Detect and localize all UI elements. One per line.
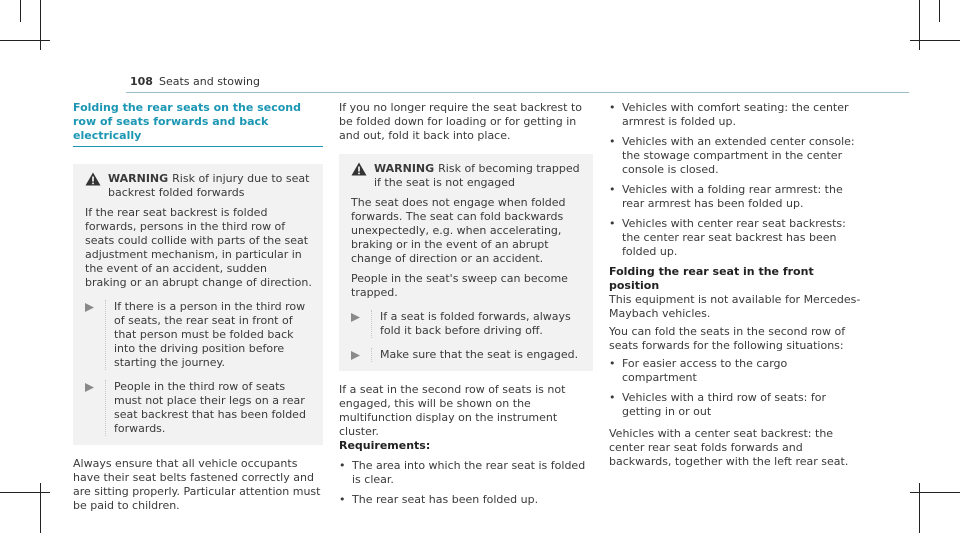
paragraph: You can fold the seats in the second row of seats forwards for the following situations: (609, 325, 846, 352)
warning-step (351, 310, 582, 338)
list-item: • The rear seat has been folded up. (339, 493, 539, 506)
crop-mark (40, 0, 41, 50)
bullet: • (609, 183, 616, 196)
warning-triangle-icon (351, 162, 367, 176)
paragraph: This equipment is not available for Mercedes-Maybach vehicles. (609, 293, 861, 320)
crop-mark (910, 40, 960, 41)
list-item: • Vehicles with center rear seat backrests: the center rear seat backrest has been folded up. (609, 217, 846, 258)
subsection-title: Folding the rear seat in the front position (609, 265, 814, 292)
crop-mark (0, 40, 50, 41)
warning-text: The seat does not engage when folded forwards. The seat can fold backwards unexpectedly, e.g. when accelerating, braking or in the event of an abrupt change of direction or an accident. (351, 196, 566, 265)
warning-label: WARNING (108, 172, 169, 185)
warning-lead: Risk of becoming trapped if the seat is not engaged (374, 162, 580, 189)
bullet: • (609, 101, 616, 114)
crop-mark (919, 0, 920, 50)
warning-text: If the rear seat backrest is folded forwards, persons in the third row of seats could collide with parts of the seat adjustment mechanism, in particular in the event of an accident, sudden braking or an abrupt change of direction. (85, 206, 312, 289)
page-number: 108 (130, 75, 153, 88)
column-2 (339, 101, 593, 507)
section-title: Folding the rear seats on the second row of seats forwards and back electrically (73, 101, 301, 142)
list-item: • Vehicles with comfort seating: the center armrest is folded up. (609, 101, 849, 128)
step-arrow-icon (351, 313, 360, 322)
bullet: • (609, 135, 616, 148)
crop-mark (20, 0, 21, 22)
crop-mark (40, 483, 41, 533)
warning-step (85, 300, 312, 370)
list-item: • Vehicles with a folding rear armrest: the rear armrest has been folded up. (609, 183, 843, 210)
column-3 (609, 101, 864, 469)
title-rule (73, 146, 323, 147)
warning-step (85, 380, 312, 436)
step-arrow-icon (85, 383, 94, 392)
requirements-label: Requirements: (339, 439, 431, 452)
bullet: • (609, 391, 616, 404)
paragraph: If you no longer require the seat backrest to be folded down for loading or for getting in and out, fold it back into place. (339, 101, 583, 142)
crop-mark (919, 483, 920, 533)
step-text: Make sure that the seat is engaged. (371, 348, 582, 362)
warning-triangle-icon (85, 172, 101, 186)
step-text: If a seat is folded forwards, always fold it back before driving off. (371, 310, 582, 338)
step-text: People in the third row of seats must not place their legs on a rear seat backrest that has been folded forwards. (105, 380, 312, 436)
bullet: • (609, 217, 616, 230)
paragraph: Always ensure that all vehicle occupants have their seat belts fastened correctly and are sitting properly. Particular attention must be paid to children. (73, 457, 321, 512)
crop-mark (910, 492, 960, 493)
warning-box (339, 154, 593, 371)
paragraph: Vehicles with a center seat backrest: the center rear seat folds forwards and backwards, together with the left rear seat. (609, 427, 849, 468)
warning-text: People in the seat's sweep can become trapped. (351, 272, 568, 299)
warning-step (351, 348, 582, 362)
warning-box (73, 164, 323, 445)
step-arrow-icon (351, 351, 360, 360)
list-item: • Vehicles with an extended center console: the stowage compartment in the center console is closed. (609, 135, 855, 176)
step-arrow-icon (85, 303, 94, 312)
warning-lead: Risk of injury due to seat backrest folded forwards (108, 172, 310, 199)
crop-mark (939, 0, 940, 22)
crop-mark (0, 492, 50, 493)
bullet: • (339, 459, 346, 472)
page-header (130, 75, 260, 88)
column-1 (73, 101, 323, 513)
list-item: • Vehicles with a third row of seats: for getting in or out (609, 391, 826, 418)
list-item: • For easier access to the cargo compartment (609, 357, 788, 384)
paragraph: If a seat in the second row of seats is not engaged, this will be shown on the multifunction display on the instrument cluster. (339, 383, 566, 438)
warning-label: WARNING (374, 162, 435, 175)
section-name: Seats and stowing (158, 75, 260, 88)
header-rule (126, 92, 909, 93)
step-text: If there is a person in the third row of seats, the rear seat in front of that person must be folded back into the driving position before starting the journey. (105, 300, 312, 370)
list-item: • The area into which the rear seat is folded is clear. (339, 459, 586, 486)
bullet: • (609, 357, 616, 370)
bullet: • (339, 493, 346, 506)
